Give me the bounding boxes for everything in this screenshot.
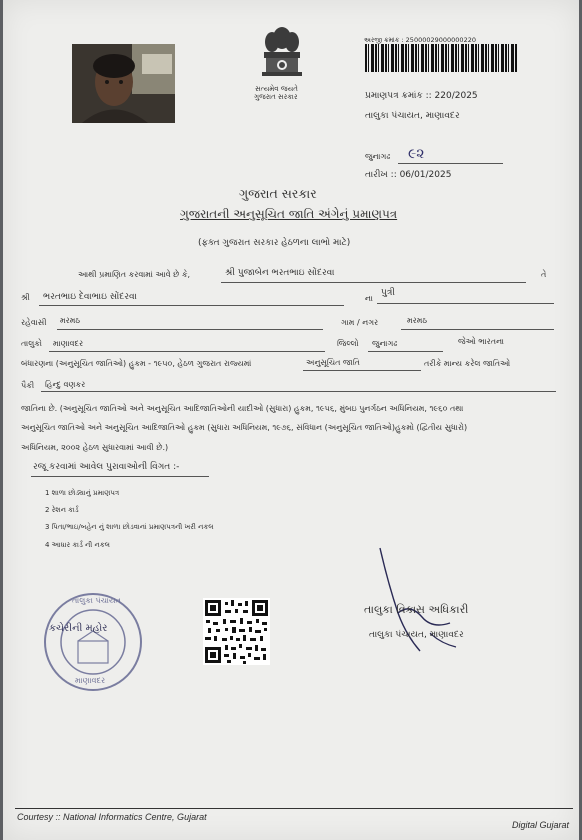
father-name: ભરતભાઇ દેવાભાઇ સોંદરવા: [43, 292, 137, 302]
applicant-photo: [72, 44, 175, 123]
village-underline: [401, 329, 554, 330]
footer-divider: [15, 808, 573, 809]
seal-middle-text: કચેરીની મહોર: [49, 623, 108, 634]
signatory-office: તાલુકા પંચાયત, માણાવદર: [369, 630, 464, 640]
relation: પુત્રી: [381, 288, 395, 298]
footer-brand: Digital Gujarat: [512, 820, 570, 830]
name-underline: [221, 282, 526, 283]
evidence-heading: રજૂ કરવામાં આવેલ પુરાવાઓની વિગત :-: [33, 462, 180, 472]
certificate-date: તારીખ :: 06/01/2025: [365, 170, 452, 180]
resident-underline: [57, 329, 323, 330]
legal-text-3: અધિનિયમ, ૨૦૦૨ હેઠળ સુધારવામાં આવી છે.): [21, 443, 169, 452]
evidence-item: 1 શાળા છોડ્યાનું પ્રમાણપત્ર: [45, 489, 120, 497]
constitution-suffix: તરીકે માન્ય કરેલ જાતિઓ: [424, 359, 511, 368]
constitution-prefix: બંધારણના (અનુસૂચિત જાતિઓ) હુકમ - ૧૯૫૦, હેઠળ ગુજરાત રાજ્યમાં: [21, 359, 252, 368]
applicant-name: શ્રી પુજાબેન ભરતભાઇ સોંદરવા: [225, 268, 335, 278]
taluka-label: તાલુકો: [21, 339, 42, 348]
govt-title: ગુજરાત સરકાર: [239, 186, 317, 201]
evidence-item: 4 આધાર કાર્ડ ની નકલ: [45, 541, 110, 549]
certificate-subtitle: (ફક્ત ગુજરાત સરકાર હેઠળના લાભો માટે): [198, 238, 351, 248]
district-label: જુનાગઢ: [365, 152, 391, 161]
legal-text-1: જાતિના છે. (અનુસૂચિત જાતિઓ અને અનુસૂચિત આદિજાતિઓની યાદીઓ (સુધારા) હુકમ, ૧૯૫૬, મુંબઇ પુનર્ગઠન અધિનિયમ, ૧૯૬૦ તથા: [21, 404, 464, 413]
office-top: તાલુકા પંચાયત, માણાવદર: [365, 111, 460, 121]
emblem-caption-2: ગુજરાત સરકાર: [254, 93, 298, 101]
citizen-label: જેઓ ભારતના: [458, 337, 505, 346]
evidence-heading-underline: [31, 476, 209, 477]
seal-top-text: તાલુકા પંચાયત: [72, 596, 121, 605]
certificate-page: [3, 0, 579, 840]
na-label: ના: [365, 294, 373, 303]
relation-underline: [377, 303, 554, 304]
taluka-value: માણાવદર: [53, 339, 84, 348]
barcode-label: અરજી ક્રમાંક : 25000029000000220: [364, 36, 476, 44]
district-underline: [368, 351, 443, 352]
village-label: ગામ / નગર: [341, 318, 379, 327]
caste-underline: [41, 391, 556, 392]
caste-prefix: પૈકી: [21, 381, 35, 390]
category-value: અનુસૂચિત જાતિ: [306, 358, 360, 367]
emblem-caption-1: સત્યમેવ જયતે: [255, 85, 298, 93]
seal-bottom-text: માણાવદર: [75, 676, 106, 685]
resident-value: મરમઠ: [60, 316, 81, 325]
category-underline: [303, 370, 421, 371]
certificate-number: પ્રમાણપત્ર ક્રમાંક :: 220/2025: [365, 91, 478, 101]
number-underline: [398, 163, 503, 164]
shri-label: શ્રી: [21, 293, 30, 302]
handwritten-number: ૯૨: [408, 146, 425, 162]
district-field-label: જિલ્લો: [337, 339, 359, 348]
qr-code: [203, 598, 270, 665]
signatory-title: તાલુકા વિકાસ અધિકારી: [364, 603, 469, 616]
caste-value: હિન્દુ વણકર: [45, 380, 86, 389]
line1-suffix: તે: [541, 270, 547, 279]
footer-courtesy: Courtesy :: National Informatics Centre, Gujarat: [17, 812, 207, 822]
certificate-title: ગુજરાતની અનુસૂચિત જાતિ અંગેનું પ્રમાણપત્ર: [180, 207, 398, 221]
barcode: [365, 44, 517, 72]
evidence-item: 2 રેશન કાર્ડ: [45, 506, 79, 514]
line1-prefix: આથી પ્રમાણિત કરવામાં આવે છે કે,: [78, 270, 191, 279]
resident-label: રહેવાસી: [21, 318, 47, 327]
district-value: જુનાગઢ: [372, 339, 398, 348]
father-underline: [39, 305, 344, 306]
state-emblem-icon: [254, 24, 310, 84]
evidence-item: 3 પિતા/ભાઇ/બહેન નું શાળા છોડવાનાં પ્રમાણપત્રની ખરી નકલ: [45, 523, 214, 531]
taluka-underline: [49, 351, 325, 352]
village-value: મરમઠ: [407, 316, 428, 325]
legal-text-2: અનુસૂચિત જાતિઓ અને અનુસૂચિત આદિજાતિઓ હુકમ (સુધારા અધિનિયમ, ૧૯૭૬, સંવિધાન (અનુસૂચિત જાતિઓ)હુકમો (દ્વિતીય સુધારો): [21, 423, 468, 432]
